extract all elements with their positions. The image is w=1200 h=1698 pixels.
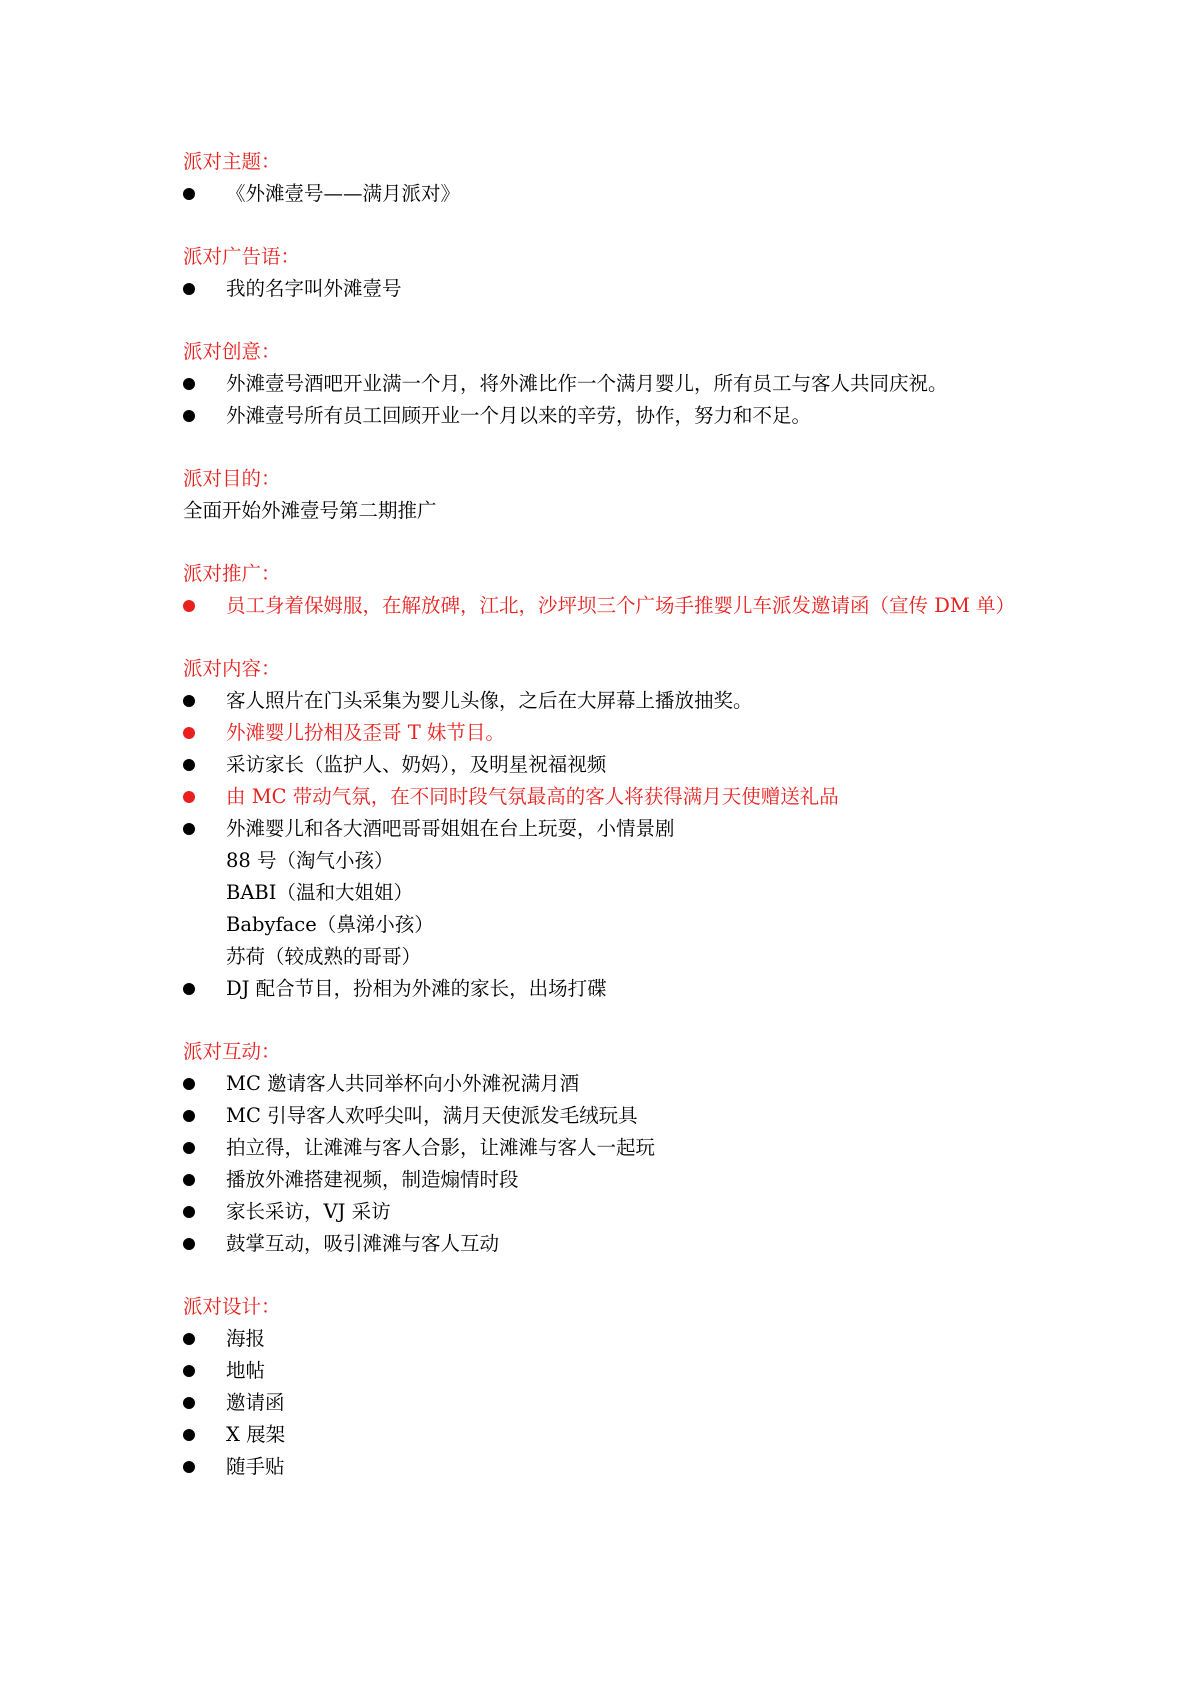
list-item <box>183 1419 1050 1451</box>
sub-item: BABI（温和大姐姐） <box>226 881 413 904</box>
section <box>183 558 1050 622</box>
list-item-text: 外滩壹号酒吧开业满一个月，将外滩比作一个满月婴儿，所有员工与客人共同庆祝。 <box>226 372 948 395</box>
bullet-list <box>183 590 1050 622</box>
bullet-list <box>183 1068 1050 1260</box>
section-heading: 派对创意： <box>183 340 281 363</box>
list-item <box>183 685 1050 717</box>
section-heading: 派对主题： <box>183 150 281 173</box>
section <box>183 653 1050 1005</box>
bullet-list <box>183 685 1050 1005</box>
list-item <box>183 178 1050 210</box>
list-item-text: 外滩壹号所有员工回顾开业一个月以来的辛劳，协作，努力和不足。 <box>226 404 812 427</box>
list-item <box>183 1228 1050 1260</box>
bullet-icon <box>183 1206 195 1218</box>
list-item-text: 播放外滩搭建视频，制造煽情时段 <box>226 1168 519 1191</box>
list-item <box>183 1164 1050 1196</box>
sub-item: Babyface（鼻涕小孩） <box>226 913 434 936</box>
list-item-text: MC 引导客人欢呼尖叫，满月天使派发毛绒玩具 <box>226 1104 638 1127</box>
list-item-text: 外滩婴儿和各大酒吧哥哥姐姐在台上玩耍，小情景剧 <box>226 817 675 840</box>
list-item-text: 员工身着保姆服，在解放碑，江北，沙坪坝三个广场手推婴儿车派发邀请函（宣传 DM 单） <box>226 594 1015 617</box>
bullet-icon <box>183 188 195 200</box>
bullet-icon <box>183 983 195 995</box>
bullet-icon <box>183 1078 195 1090</box>
list-item-text: MC 邀请客人共同举杯向小外滩祝满月酒 <box>226 1072 580 1095</box>
list-item <box>183 368 1050 400</box>
list-item-text: 拍立得，让滩滩与客人合影，让滩滩与客人一起玩 <box>226 1136 656 1159</box>
list-item-text: 外滩婴儿扮相及歪哥 T 妹节目。 <box>226 721 505 744</box>
list-item <box>183 1068 1050 1100</box>
list-item-text: 家长采访，VJ 采访 <box>226 1200 391 1223</box>
list-item <box>183 273 1050 305</box>
section-heading: 派对目的： <box>183 467 281 490</box>
bullet-icon <box>183 823 195 835</box>
list-item <box>183 1355 1050 1387</box>
list-item-text: 随手贴 <box>226 1455 285 1478</box>
list-item <box>183 1323 1050 1355</box>
list-item-text: 采访家长（监护人、奶妈），及明星祝福视频 <box>226 753 607 776</box>
section <box>183 1036 1050 1260</box>
bullet-icon <box>183 1333 195 1345</box>
bullet-icon <box>183 600 195 612</box>
section-heading: 派对互动： <box>183 1040 281 1063</box>
section-heading: 派对设计： <box>183 1295 281 1318</box>
bullet-list <box>183 273 1050 305</box>
list-item-text: 我的名字叫外滩壹号 <box>226 277 402 300</box>
bullet-icon <box>183 1397 195 1409</box>
list-item <box>183 1100 1050 1132</box>
bullet-icon <box>183 791 195 803</box>
bullet-icon <box>183 1110 195 1122</box>
section-heading: 派对广告语： <box>183 245 301 268</box>
sub-item: 苏荷（较成熟的哥哥） <box>226 945 422 968</box>
section-heading: 派对推广： <box>183 562 281 585</box>
list-item <box>183 590 1050 622</box>
list-item-text: 客人照片在门头采集为婴儿头像，之后在大屏幕上播放抽奖。 <box>226 689 753 712</box>
list-item-text: DJ 配合节目，扮相为外滩的家长，出场打碟 <box>226 977 607 1000</box>
list-item <box>183 1387 1050 1419</box>
bullet-icon <box>183 410 195 422</box>
section <box>183 146 1050 210</box>
bullet-icon <box>183 1174 195 1186</box>
list-item-text: 《外滩壹号——满月派对》 <box>226 182 461 205</box>
list-item <box>183 717 1050 749</box>
sub-item: 88 号（淘气小孩） <box>226 849 394 872</box>
bullet-icon <box>183 378 195 390</box>
list-item-text: 地帖 <box>226 1359 266 1382</box>
list-item-text: 由 MC 带动气氛，在不同时段气氛最高的客人将获得满月天使赠送礼品 <box>226 785 839 808</box>
bullet-icon <box>183 1238 195 1250</box>
bullet-icon <box>183 1142 195 1154</box>
section <box>183 1291 1050 1483</box>
bullet-icon <box>183 759 195 771</box>
bullet-list <box>183 1323 1050 1483</box>
list-item <box>183 1451 1050 1483</box>
list-item <box>183 973 1050 1005</box>
bullet-icon <box>183 283 195 295</box>
bullet-icon <box>183 1461 195 1473</box>
section-heading: 派对内容： <box>183 657 281 680</box>
list-item-text: 海报 <box>226 1327 266 1350</box>
list-item <box>183 400 1050 432</box>
section <box>183 241 1050 305</box>
list-item-text: 鼓掌互动，吸引滩滩与客人互动 <box>226 1232 500 1255</box>
section <box>183 336 1050 432</box>
list-item-text: X 展架 <box>226 1423 286 1446</box>
list-item <box>183 749 1050 781</box>
list-item <box>183 1196 1050 1228</box>
list-item <box>183 781 1050 813</box>
section <box>183 463 1050 527</box>
bullet-list <box>183 178 1050 210</box>
list-item <box>183 813 1050 845</box>
bullet-list <box>183 368 1050 432</box>
section-paragraph: 全面开始外滩壹号第二期推广 <box>183 499 437 522</box>
bullet-icon <box>183 1365 195 1377</box>
list-item-text: 邀请函 <box>226 1391 285 1414</box>
bullet-icon <box>183 695 195 707</box>
bullet-icon <box>183 1429 195 1441</box>
list-item <box>183 1132 1050 1164</box>
bullet-icon <box>183 727 195 739</box>
